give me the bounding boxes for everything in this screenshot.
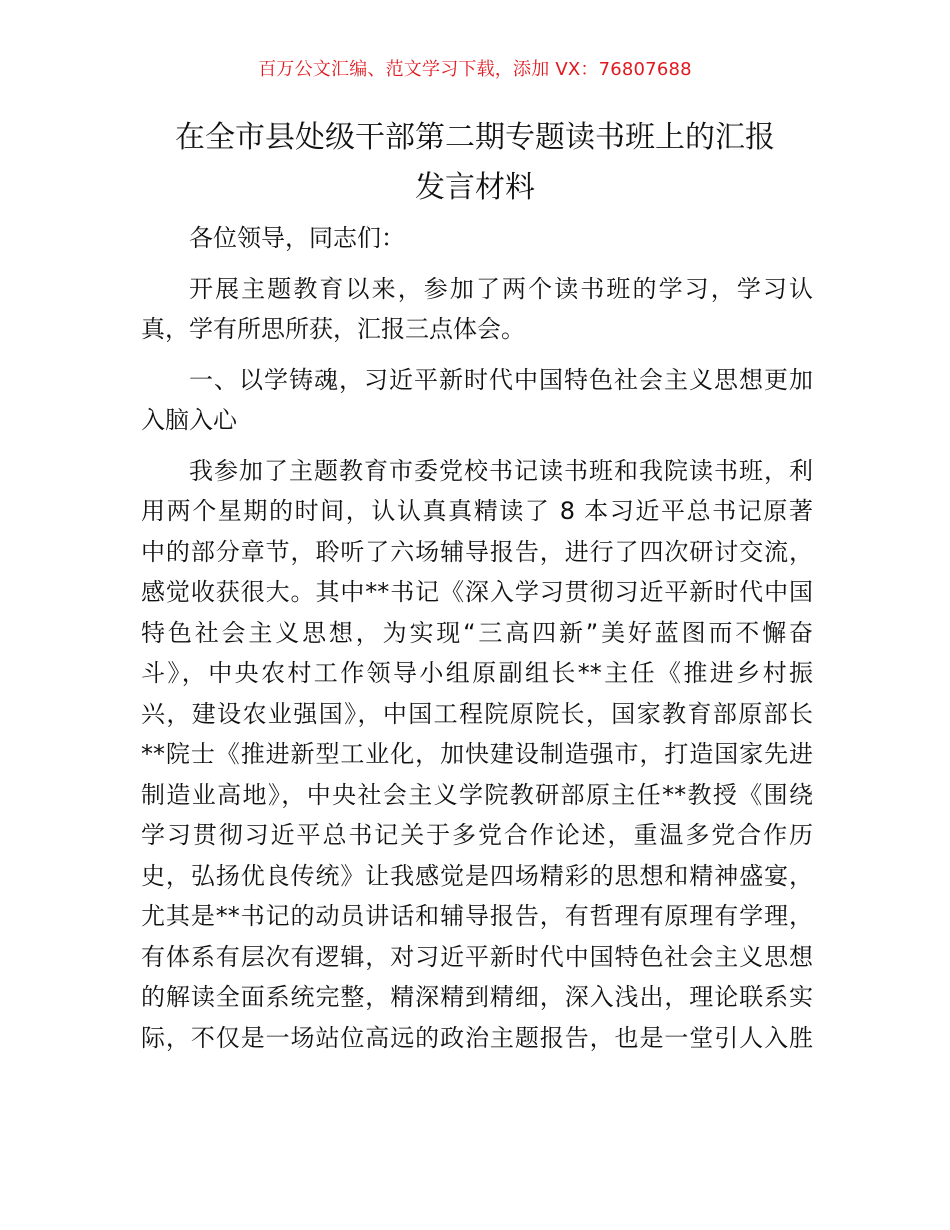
section-heading-1 [141,360,813,441]
salutation-paragraph [141,218,813,259]
paragraph-line: 的解读全面系统完整，精深精到精细，深入浅出，理论联系实 [141,983,813,1011]
paragraph-line: 开展主题教育以来，参加了两个读书班的学习，学习认 [189,274,813,303]
paragraph-line: 尤其是**书记的动员讲话和辅导报告，有哲理有原理有学理， [141,902,813,930]
paragraph-line: 有体系有层次有逻辑，对习近平新时代中国特色社会主义思想 [141,942,813,971]
document-body [141,218,813,1058]
paragraph-line: 中的部分章节，聆听了六场辅导报告，进行了四次研讨交流， [141,537,813,566]
paragraph-line: 特色社会主义思想，为实现“三高四新”美好蓝图而不懈奋 [141,618,813,647]
paragraph-line: 制造业高地》，中央社会主义学院教研部原主任**教授《围绕 [141,780,813,809]
intro-paragraph [141,269,813,350]
paragraph-line: 兴，建设农业强国》，中国工程院原院长，国家教育部原部长 [141,699,813,728]
watermark-header: 百万公文汇编、范文学习下载，添加 VX：76807688 [258,59,692,80]
document-title-line-1: 在全市县处级干部第二期专题读书班上的汇报 [175,120,775,155]
document-title [120,113,830,213]
body-paragraph [141,451,813,1059]
document-title-line-2: 发言材料 [415,170,535,205]
paragraph-line: 真，学有所思所获，汇报三点体会。 [141,315,525,343]
paragraph-line: 史，弘扬优良传统》让我感觉是四场精彩的思想和精神盛宴， [141,861,813,890]
paragraph-line: 入脑入心 [141,406,237,434]
paragraph-line: 我参加了主题教育市委党校书记读书班和我院读书班，利 [189,456,813,485]
paragraph-line: 斗》，中央农村工作领导小组原副组长**主任《推进乡村振 [141,659,813,687]
paragraph-line: 一、以学铸魂，习近平新时代中国特色社会主义思想更加 [189,365,813,394]
paragraph-line: 学习贯彻习近平总书记关于多党合作论述，重温多党合作历 [141,821,813,849]
paragraph-line: **院士《推进新型工业化，加快建设制造强市，打造国家先进 [141,740,813,768]
paragraph-line: 际，不仅是一场站位高远的政治主题报告，也是一堂引人入胜 [141,1023,813,1052]
paragraph-line: 感觉收获很大。其中**书记《深入学习贯彻习近平新时代中国 [141,578,813,606]
paragraph-line: 用两个星期的时间，认认真真精读了 8 本习近平总书记原著 [141,497,813,525]
paragraph-line: 各位领导，同志们： [189,224,405,252]
